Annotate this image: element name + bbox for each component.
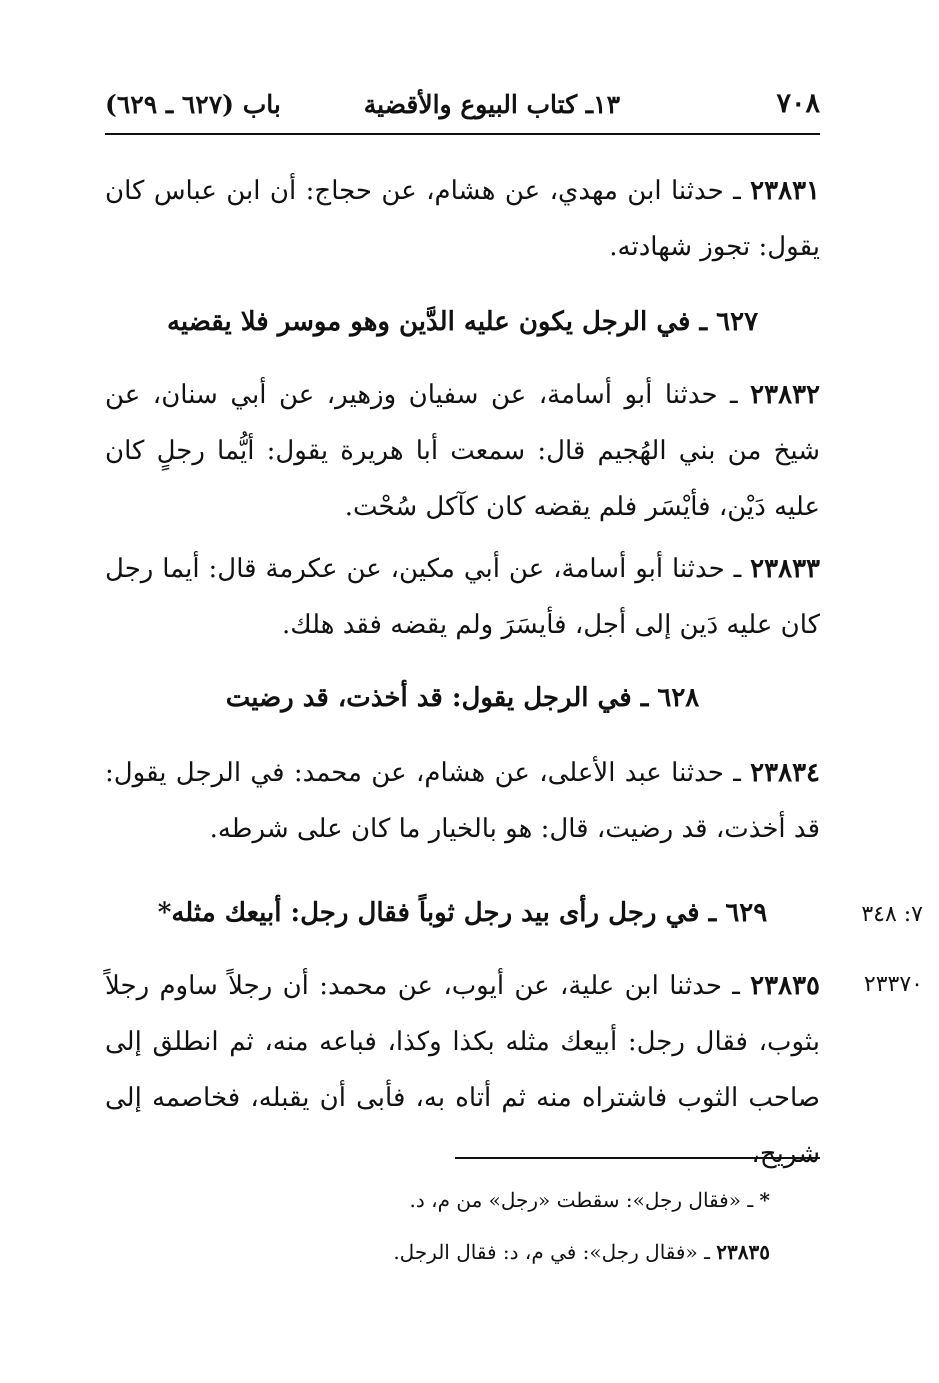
footnote [105, 1237, 770, 1267]
hadith-number: ٢٣٨٣٤ [750, 758, 820, 788]
book-title: ١٣ـ كتاب البيوع والأقضية [363, 90, 620, 119]
hadith-text: ـ حدثنا ابن علية، عن أيوب، عن محمد: أن رجلاً ساوم رجلاً بثوب، فقال رجل: أبيعك مثله بكذا وكذا، فباعه منه، ثم انطلق إلى صاحب الثوب فاشتراه منه ثم أتاه به، فأبى أن يقبله، فخاصمه إلى شريح، [105, 971, 820, 1169]
footnote-marker: * [759, 1188, 770, 1212]
footnote-text: ـ «فقال رجل»: في م، د: فقال الرجل. [393, 1240, 717, 1264]
header-divider [105, 133, 820, 135]
hadith-23831 [105, 163, 820, 275]
chapter-range: باب (٦٢٧ ـ ٦٢٩) [105, 90, 281, 119]
chapter-heading-629: ٦٢٩ ـ في رجل رأى بيد رجل ثوباً فقال رجل: أبيعك مثله* [157, 898, 768, 928]
page-number: ٧٠٨ [776, 88, 820, 119]
hadith-number: ٢٣٨٣٣ [750, 554, 820, 584]
chapter-heading-628: ٦٢٨ ـ في الرجل يقول: قد أخذت، قد رضيت [225, 683, 700, 713]
hadith-number: ٢٣٨٣٥ [750, 971, 820, 1001]
chapter-heading-627: ٦٢٧ ـ في الرجل يكون عليه الدَّين وهو موسر فلا يقضيه [166, 307, 759, 337]
hadith-text: ـ حدثنا أبو أسامة، عن أبي مكين، عن عكرمة قال: أيما رجل كان عليه دَين إلى أجل، فأيسَرَ ولم يقضه فقد هلك. [105, 554, 820, 640]
margin-reference: ٢٣٣٧٠ [863, 972, 923, 997]
footnote-text: ـ «فقال رجل»: سقطت «رجل» من م، د. [409, 1188, 760, 1212]
footnote [105, 1185, 770, 1215]
hadith-number: ٢٣٨٣١ [750, 176, 820, 206]
running-header [105, 88, 820, 128]
footnote-marker: ٢٣٨٣٥ [716, 1240, 770, 1264]
margin-reference: ٧: ٣٤٨ [861, 902, 923, 927]
hadith-23834 [105, 745, 820, 857]
footnote-divider [455, 1157, 820, 1159]
hadith-text: ـ حدثنا ابن مهدي، عن هشام، عن حجاج: أن ابن عباس كان يقول: تجوز شهادته. [105, 176, 820, 262]
hadith-text: ـ حدثنا عبد الأعلى، عن هشام، عن محمد: في الرجل يقول: قد أخذت، قد رضيت، قال: هو بالخيار ما كان على شرطه. [105, 758, 820, 844]
hadith-23833 [105, 541, 820, 653]
hadith-23835 [105, 958, 820, 1182]
hadith-text: ـ حدثنا أبو أسامة، عن سفيان وزهير، عن أبي سنان، عن شيخ من بني الهُجيم قال: سمعت أبا هريرة يقول: أيُّما رجلٍ كان عليه دَيْن، فأيْسَر فلم يقضه كان كآكل سُحْت. [105, 380, 820, 522]
hadith-number: ٢٣٨٣٢ [750, 380, 820, 410]
hadith-23832 [105, 367, 820, 535]
